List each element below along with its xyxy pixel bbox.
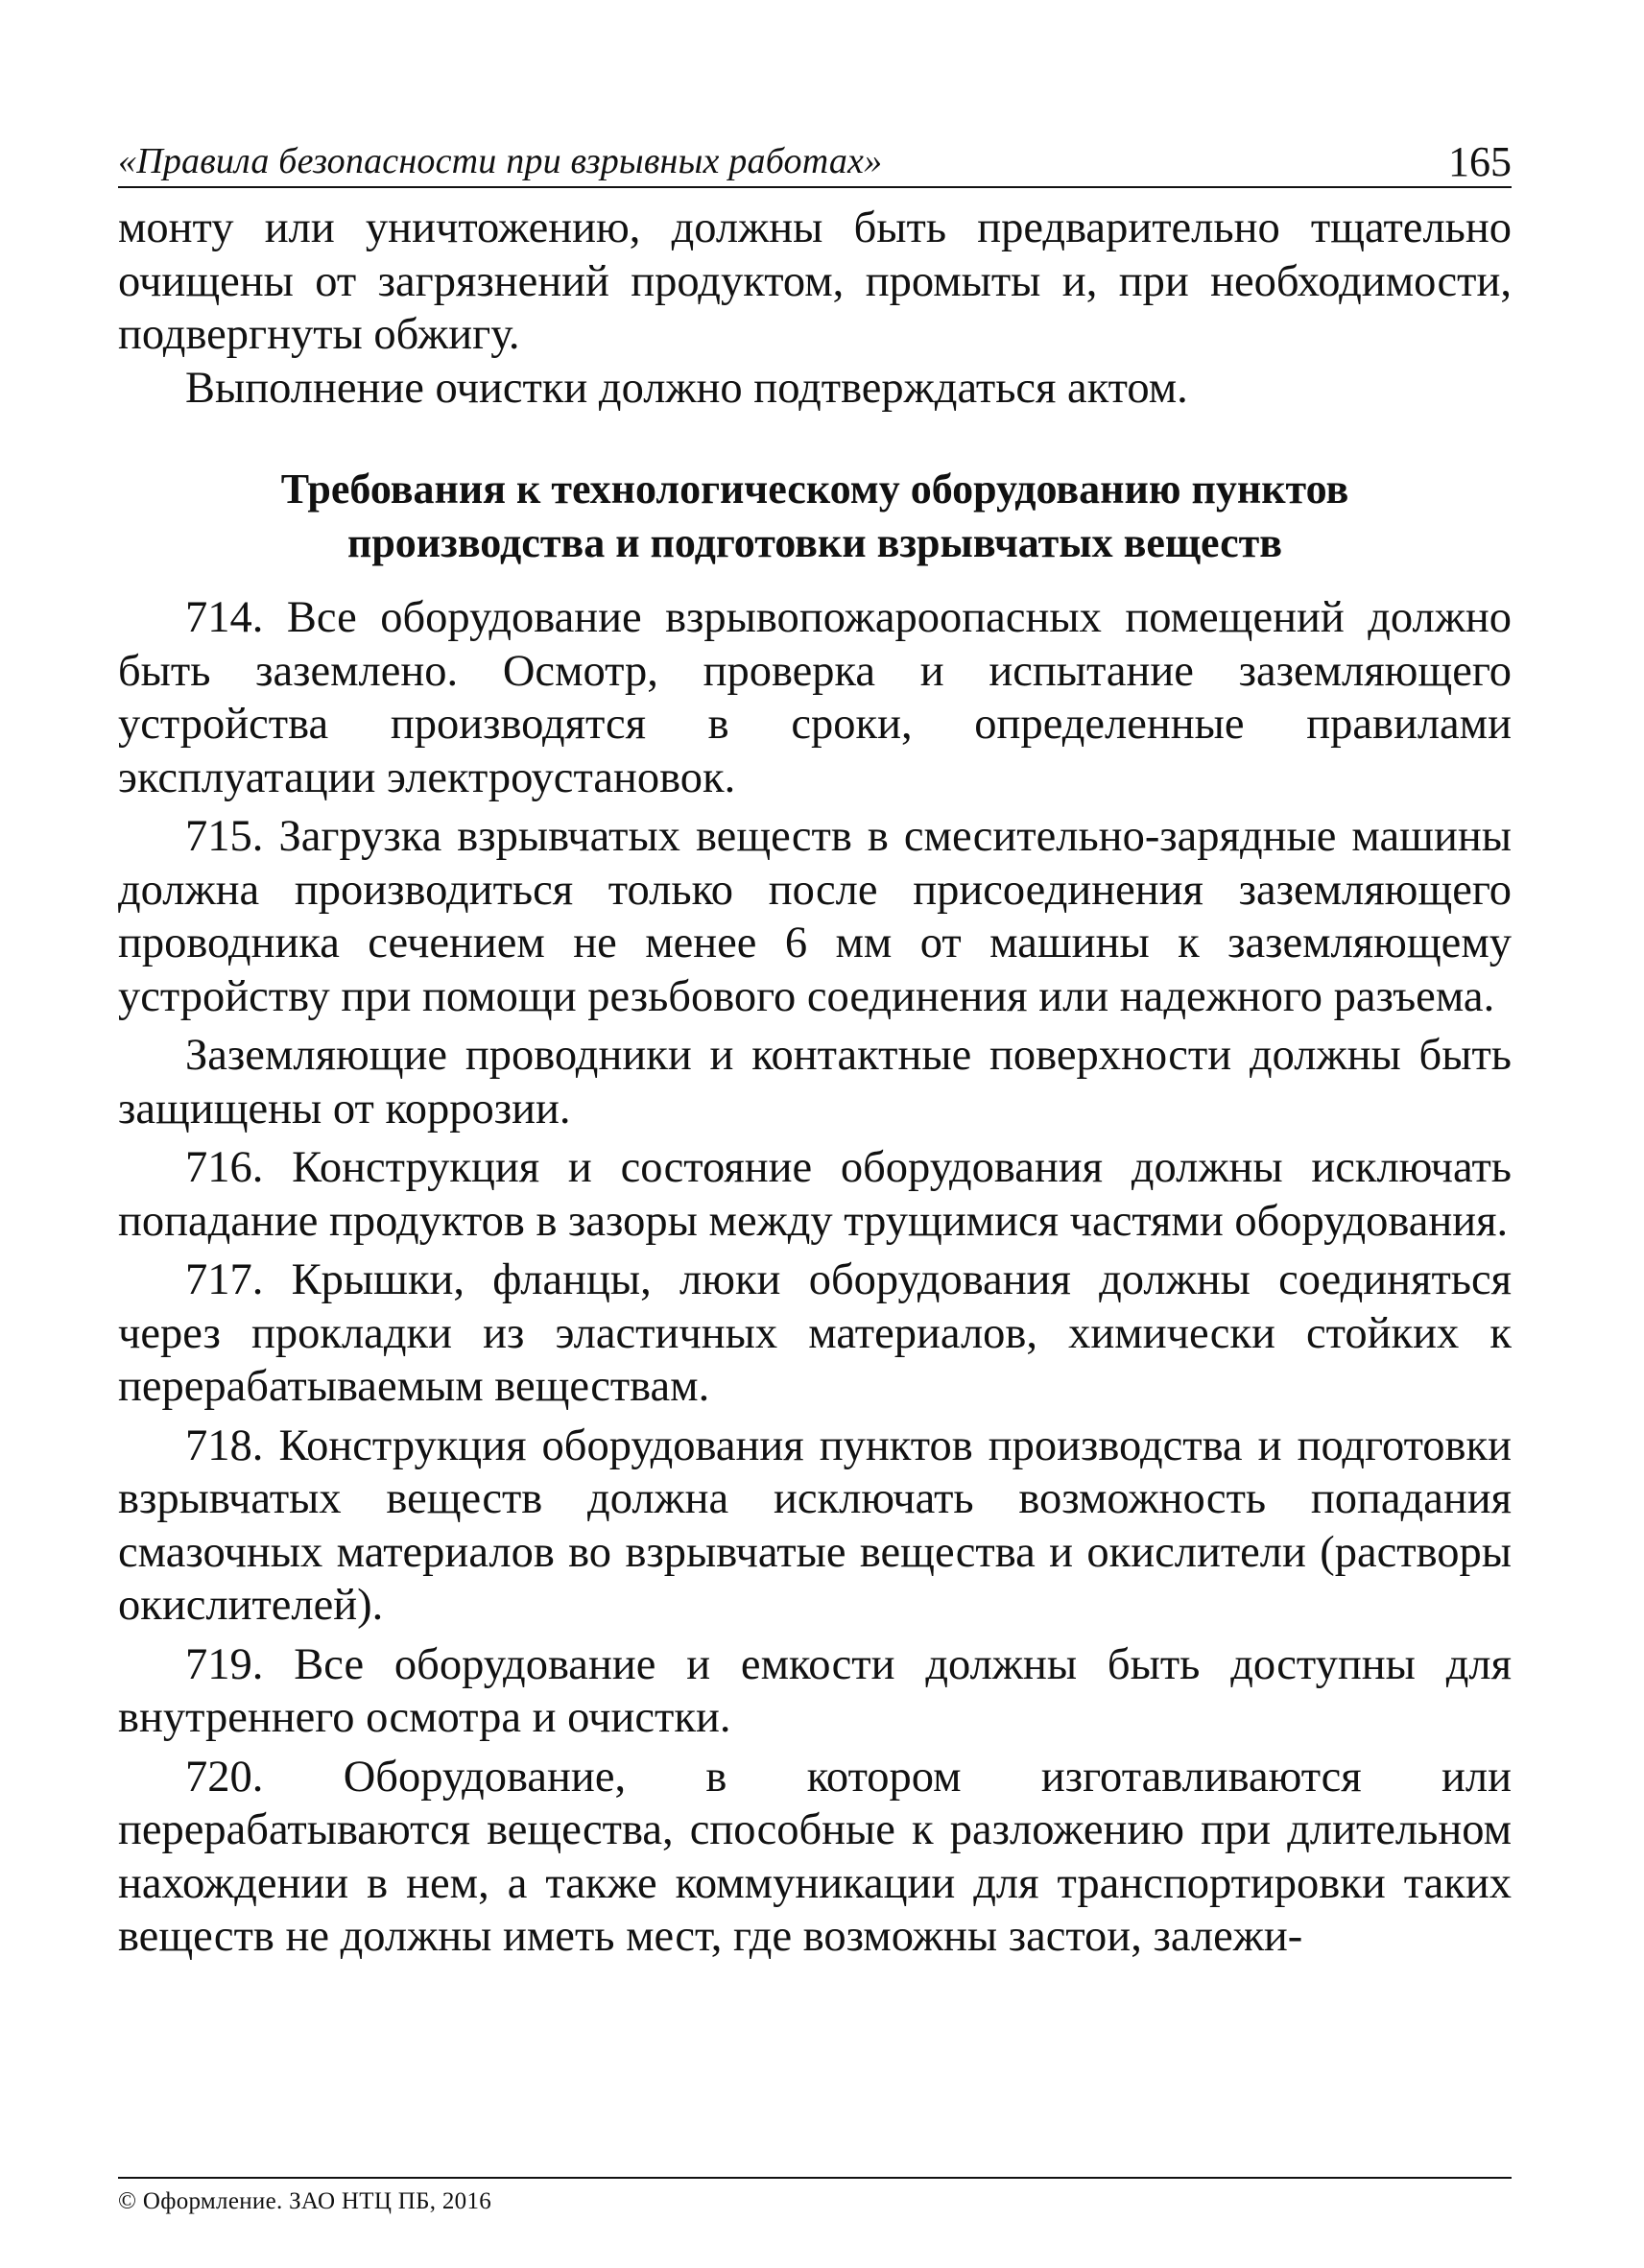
section-heading <box>118 463 1512 570</box>
paragraph-act: Выполнение очистки должно подтверждаться актом. <box>185 363 1188 413</box>
document-page <box>118 0 1512 2268</box>
paragraph-716: 716. Конструкция и состояние оборудования должны исключать попадание продуктов в зазоры между трущимися частями оборудования. <box>118 1143 1512 1246</box>
header-title: «Правила безопасности при взрывных работах» <box>118 141 883 181</box>
paragraph-715-note: Заземляющие проводники и контактные поверхности должны быть защищены от коррозии. <box>118 1031 1512 1134</box>
paragraph-719: 719. Все оборудование и емкости должны быть доступны для внутреннего осмотра и очистки. <box>118 1639 1512 1742</box>
running-header <box>118 131 1512 188</box>
footer-copyright: © Оформление. ЗАО НТЦ ПБ, 2016 <box>118 2188 492 2214</box>
continuation-paragraph: монту или уничтожению, должны быть предварительно тщательно очищены от загрязнений продуктом, промыты и, при необходимости, подвергнуты обжигу. <box>118 203 1512 359</box>
page-number: 165 <box>1448 138 1512 185</box>
paragraph-715: 715. Загрузка взрывчатых веществ в смесительно-зарядные машины должна производиться только после присоединения заземляющего проводника сечением не менее 6 мм от машины к заземляющему устройству при помощи резьбового соединения или надежного разъема. <box>118 812 1512 1021</box>
paragraph-720: 720. Оборудование, в котором изготавливаются или перерабатываются вещества, способные к разложению при длительном нахождении в нем, а также коммуникации для транспортировки таких веществ не должны иметь мест, где возможны застои, залежи- <box>118 1752 1512 1961</box>
paragraph-718: 718. Конструкция оборудования пунктов производства и подготовки взрывчатых веществ должна исключать возможность попадания смазочных материалов во взрывчатые вещества и окислители (растворы окислителей). <box>118 1420 1512 1630</box>
paragraph-717: 717. Крышки, фланцы, люки оборудования должны соединяться через прокладки из эластичных материалов, химически стойких к перерабатываемым веществам. <box>118 1255 1512 1411</box>
page-footer <box>118 2177 1512 2215</box>
section-heading-line-2: производства и подготовки взрывчатых веществ <box>346 519 1282 566</box>
paragraph-714: 714. Все оборудование взрывопожароопасных помещений должно быть заземлено. Осмотр, проверка и испытание заземляющего устройства производятся в сроки, определенные правилами эксплуатации электроустановок. <box>118 593 1512 802</box>
body-text <box>118 202 1512 1964</box>
section-heading-line-1: Требования к технологическому оборудованию пунктов <box>280 466 1349 513</box>
